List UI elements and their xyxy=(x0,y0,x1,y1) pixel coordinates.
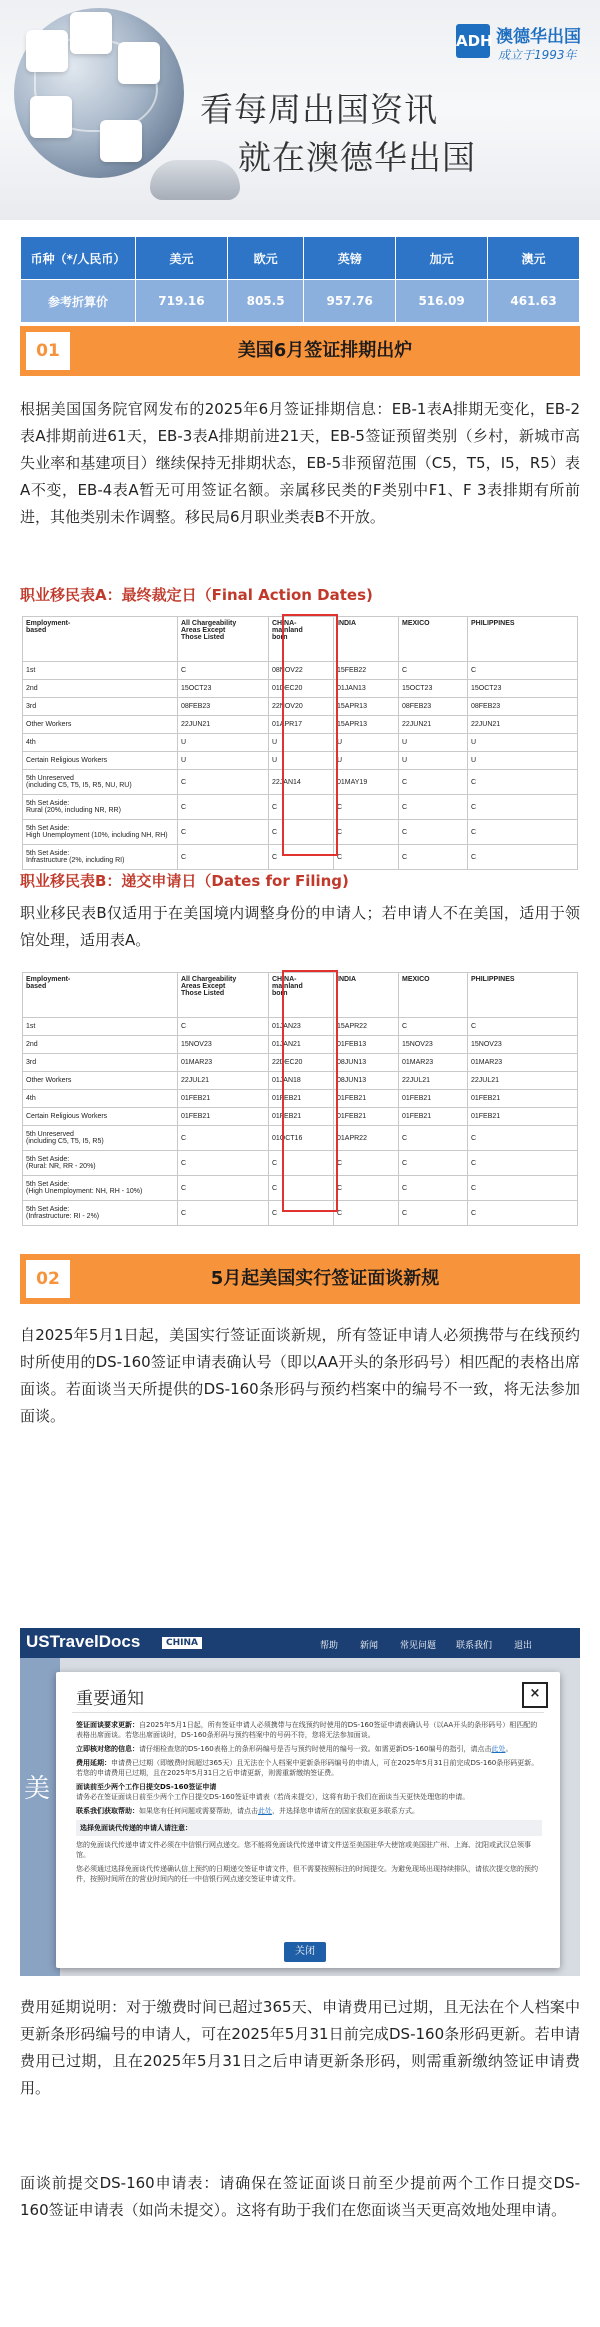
table-cell: 5th Set Aside: Infrastructure (2%, including RI) xyxy=(23,845,178,870)
slogan-line-1: 看每周出国资讯 xyxy=(200,90,438,129)
rate-header-cell: 英镑 xyxy=(304,237,396,280)
section-1-header xyxy=(20,326,580,376)
table-cell: 01DEC20 xyxy=(269,680,334,698)
table-cell: C xyxy=(468,1176,578,1201)
brand-logo-icon: ADH xyxy=(456,24,490,58)
table-cell: 22JUL21 xyxy=(468,1072,578,1090)
table-cell: 4th xyxy=(23,1090,178,1108)
site-logo: USTravelDocs xyxy=(26,1632,141,1651)
site-header-bar xyxy=(20,1628,580,1658)
table-cell: Certain Religious Workers xyxy=(23,1108,178,1126)
notice-paragraph xyxy=(76,1758,542,1778)
table-cell: 5th Set Aside: (Rural: NR, RR - 20%) xyxy=(23,1151,178,1176)
table-cell: U xyxy=(334,734,399,752)
table-cell: C xyxy=(399,820,468,845)
table-header-cell: Employment- based xyxy=(23,973,178,1018)
notice-text: 请仔细检查您的DS-160表格上的条形码编号是否与预约时使用的编号一致。如需更新DS-160编号的指引，请点击 xyxy=(139,1745,492,1753)
notice-text: 申请费已过期（即缴费时间超过365天）且无法在个人档案中更新条形码编号的申请人，可在2025年5月31日前完成DS-160条形码更新。若您的申请费用已过期，且在2025年5月31日之后申请更新，则需重新缴纳签证费。 xyxy=(76,1759,539,1777)
table-cell: C xyxy=(178,1201,269,1226)
notice-paragraph xyxy=(76,1782,542,1802)
notice-paragraph xyxy=(76,1864,542,1884)
table-cell: 15APR22 xyxy=(334,1018,399,1036)
table-cell: C xyxy=(399,1126,468,1151)
notice-text: 。 xyxy=(505,1745,513,1753)
table-header-cell: CHINA- mainland born xyxy=(269,617,334,662)
table-cell: 01FEB21 xyxy=(334,1090,399,1108)
table-cell: U xyxy=(269,734,334,752)
table-cell: 01FEB21 xyxy=(468,1090,578,1108)
table-cell: 15OCT23 xyxy=(178,680,269,698)
table-header-cell: PHILIPPINES xyxy=(468,617,578,662)
section-2-intro: 自2025年5月1日起，美国实行签证面谈新规，所有签证申请人必须携带与在线预约时所使用的DS-160签证申请表确认号（即以AA开头的条形码号）相匹配的表格出席面谈。若面谈当天所提供的DS-160条形码与预约档案中的编号不一致，将无法参加面谈。 xyxy=(20,1326,580,1425)
slogan-line-2: 就在澳德华出国 xyxy=(238,138,476,177)
table-cell: 22JUN21 xyxy=(468,716,578,734)
table-cell: C xyxy=(178,1018,269,1036)
china-column-highlight xyxy=(282,970,338,1212)
table-cell: C xyxy=(269,820,334,845)
table-cell: 15APR13 xyxy=(334,716,399,734)
site-nav-link[interactable]: 新闻 xyxy=(360,1641,379,1651)
page-background xyxy=(20,1658,60,1976)
close-button[interactable]: 关闭 xyxy=(284,1942,326,1962)
table-b-intro: 职业移民表B仅适用于在美国境内调整身份的申请人；若申请人不在美国，适用于领馆处理，适用表A。 xyxy=(20,904,580,949)
table-cell: 08JUN13 xyxy=(334,1054,399,1072)
notice-text: 您的免面谈代传递申请文件必须在中信银行网点递交。您不能将免面谈代传递申请文件送至美国驻华大使馆或美国驻广州、上海、沈阳或武汉总领事馆。 xyxy=(76,1841,531,1859)
table-header-cell: MEXICO xyxy=(399,973,468,1018)
section-2-title: 5月起美国实行签证面谈新规 xyxy=(210,1268,440,1289)
table-cell: 01MAR23 xyxy=(178,1054,269,1072)
table-cell: C xyxy=(269,1151,334,1176)
table-cell: 22JUL21 xyxy=(399,1072,468,1090)
notice-link[interactable]: 此处 xyxy=(491,1745,506,1753)
site-nav-link[interactable]: 常见问题 xyxy=(400,1641,437,1651)
rate-header-cell: 澳元 xyxy=(488,237,580,280)
table-cell: 08FEB23 xyxy=(468,698,578,716)
table-cell: C xyxy=(178,845,269,870)
table-cell: 22JUN21 xyxy=(399,716,468,734)
notice-label: 立即核对您的信息： xyxy=(76,1745,139,1753)
table-cell: C xyxy=(334,820,399,845)
puzzle-piece-icon xyxy=(118,42,160,84)
header-banner xyxy=(0,0,600,220)
rate-value-cell: 参考折算价 xyxy=(21,280,136,323)
exchange-rate-table xyxy=(20,236,580,323)
table-b-title: 职业移民表B：递交申请日（Dates for Filing) xyxy=(20,872,349,890)
table-cell: C xyxy=(399,1018,468,1036)
table-cell: 01JAN23 xyxy=(269,1018,334,1036)
table-cell: Certain Religious Workers xyxy=(23,752,178,770)
table-cell: 01OCT16 xyxy=(269,1126,334,1151)
table-cell: 15APR13 xyxy=(334,698,399,716)
table-cell: 2nd xyxy=(23,680,178,698)
table-cell: 15OCT23 xyxy=(468,680,578,698)
computer-mouse-icon xyxy=(150,160,240,200)
section-2-number: 02 xyxy=(26,1260,70,1298)
table-cell: C xyxy=(178,795,269,820)
table-cell: C xyxy=(178,770,269,795)
site-nav-link[interactable]: 退出 xyxy=(514,1641,533,1651)
table-cell: 01FEB21 xyxy=(178,1108,269,1126)
table-cell: C xyxy=(468,662,578,680)
table-cell: C xyxy=(334,1201,399,1226)
table-cell: 3rd xyxy=(23,698,178,716)
table-cell: 5th Set Aside: High Unemployment (10%, including NH, RH) xyxy=(23,820,178,845)
table-cell: 08FEB23 xyxy=(178,698,269,716)
table-cell: C xyxy=(399,795,468,820)
table-cell: C xyxy=(468,820,578,845)
table-cell: U xyxy=(178,734,269,752)
table-cell: 01FEB21 xyxy=(399,1090,468,1108)
table-cell: 01MAY19 xyxy=(334,770,399,795)
table-cell: 08FEB23 xyxy=(399,698,468,716)
table-cell: 15FEB22 xyxy=(334,662,399,680)
table-a-title: 职业移民表A：最终裁定日（Final Action Dates) xyxy=(20,586,373,604)
puzzle-piece-icon xyxy=(100,120,142,162)
table-cell: C xyxy=(178,1126,269,1151)
table-cell: 22JUN21 xyxy=(178,716,269,734)
notice-link[interactable]: 此处 xyxy=(258,1807,272,1815)
table-cell: C xyxy=(269,1201,334,1226)
table-cell: 4th xyxy=(23,734,178,752)
modal-title: 重要通知 xyxy=(76,1689,144,1709)
rate-value-cell: 516.09 xyxy=(396,280,488,323)
table-cell: 15NOV23 xyxy=(468,1036,578,1054)
notice-paragraph xyxy=(76,1806,542,1816)
table-cell: 5th Unreserved (including C5, T5, I5, R5) xyxy=(23,1126,178,1151)
table-header-cell: Employment- based xyxy=(23,617,178,662)
rate-value-cell: 461.63 xyxy=(488,280,580,323)
table-cell: C xyxy=(468,845,578,870)
site-nav-link[interactable]: 联系我们 xyxy=(456,1641,493,1651)
china-column-highlight xyxy=(282,614,338,856)
notice-text: 自2025年5月1日起，所有签证申请人必须携带与在线预约时使用的DS-160签证申请表确认号（以AA开头的条形码号）相匹配的表格出席面谈。若您出席面谈时，DS-160条形码与预约档案中的号码不符，您将无法参加面谈。 xyxy=(76,1721,538,1739)
table-cell: Other Workers xyxy=(23,1072,178,1090)
notice-label: 签证面谈要求更新： xyxy=(76,1721,139,1729)
table-cell: U xyxy=(399,752,468,770)
notice-label: 面谈前至少两个工作日提交DS-160签证申请 xyxy=(76,1783,217,1791)
table-cell: 08JUN13 xyxy=(334,1072,399,1090)
table-cell: U xyxy=(269,752,334,770)
table-cell: C xyxy=(269,1176,334,1201)
table-cell: 01FEB21 xyxy=(468,1108,578,1126)
rate-header-cell: 美元 xyxy=(136,237,228,280)
background-text: 美 xyxy=(24,1774,51,1804)
brand-name: 澳德华出国 xyxy=(496,27,581,47)
table-cell: 01FEB21 xyxy=(399,1108,468,1126)
table-cell: C xyxy=(178,1151,269,1176)
section-1-title: 美国6月签证排期出炉 xyxy=(237,340,413,361)
table-cell: 22JUL21 xyxy=(178,1072,269,1090)
table-cell: 01FEB21 xyxy=(269,1108,334,1126)
modal-body xyxy=(76,1720,542,1888)
table-cell: C xyxy=(399,1201,468,1226)
table-cell: 3rd xyxy=(23,1054,178,1072)
notice-label: 联系我们获取帮助： xyxy=(76,1807,139,1815)
notice-paragraph xyxy=(76,1720,542,1740)
table-header-cell: INDIA xyxy=(334,973,399,1018)
table-cell: C xyxy=(334,845,399,870)
brand-tagline: 成立于1993年 xyxy=(498,48,577,62)
table-cell: 01MAR23 xyxy=(468,1054,578,1072)
table-header-cell: All Chargeability Areas Except Those Listed xyxy=(178,973,269,1018)
fee-extension-paragraph: 费用延期说明：对于缴费时间已超过365天、申请费用已过期，且无法在个人档案中更新条形码编号的申请人，可在2025年5月31日前完成DS-160条形码更新。若申请费用已过期，且在2025年5月31日之后申请更新条形码，则需重新缴纳签证申请费用。 xyxy=(20,1998,580,2097)
table-header-cell: INDIA xyxy=(334,617,399,662)
table-cell: 1st xyxy=(23,662,178,680)
table-cell: 01FEB13 xyxy=(334,1036,399,1054)
table-cell: C xyxy=(178,1176,269,1201)
table-header-cell: PHILIPPINES xyxy=(468,973,578,1018)
table-cell: 5th Unreserved (including C5, T5, I5, R5, NU, RU) xyxy=(23,770,178,795)
table-cell: C xyxy=(334,1151,399,1176)
table-cell: 15OCT23 xyxy=(399,680,468,698)
table-cell: 5th Set Aside: (Infrastructure: RI - 2%) xyxy=(23,1201,178,1226)
table-cell: C xyxy=(399,845,468,870)
notice-paragraph xyxy=(76,1840,542,1860)
rate-header-cell: 币种（*/人民币） xyxy=(21,237,136,280)
rate-value-cell: 957.76 xyxy=(304,280,396,323)
notice-paragraph xyxy=(76,1744,542,1754)
table-cell: 01APR22 xyxy=(334,1126,399,1151)
table-cell: 22JAN14 xyxy=(269,770,334,795)
table-cell: C xyxy=(269,795,334,820)
modal-divider xyxy=(72,1712,544,1713)
table-cell: 01JAN18 xyxy=(269,1072,334,1090)
table-cell: Other Workers xyxy=(23,716,178,734)
site-region-badge: CHINA xyxy=(162,1637,202,1649)
table-cell: 01JAN13 xyxy=(334,680,399,698)
table-cell: C xyxy=(269,845,334,870)
table-cell: C xyxy=(178,820,269,845)
table-cell: 01FEB21 xyxy=(178,1090,269,1108)
table-cell: 01MAR23 xyxy=(399,1054,468,1072)
section-2-header xyxy=(20,1254,580,1304)
site-nav-link[interactable]: 帮助 xyxy=(320,1641,339,1651)
table-cell: C xyxy=(468,770,578,795)
close-icon[interactable]: × xyxy=(522,1682,548,1708)
notice-text: 请务必在签证面谈日前至少两个工作日提交DS-160签证申请表（若尚未提交），这将有助于我们在面谈当天更快处理您的申请。 xyxy=(76,1793,470,1801)
table-cell: U xyxy=(468,752,578,770)
table-cell: 01JAN21 xyxy=(269,1036,334,1054)
table-cell: C xyxy=(399,770,468,795)
ustraveldocs-screenshot xyxy=(20,1628,580,1976)
table-cell: 15NOV23 xyxy=(178,1036,269,1054)
table-cell: C xyxy=(178,662,269,680)
puzzle-piece-icon xyxy=(30,96,72,138)
table-cell: 1st xyxy=(23,1018,178,1036)
table-cell: 5th Set Aside: (High Unemployment: NH, RH - 10%) xyxy=(23,1176,178,1201)
table-cell: C xyxy=(399,1176,468,1201)
section-1-number: 01 xyxy=(26,332,70,370)
table-cell: 22DEC20 xyxy=(269,1054,334,1072)
table-cell: C xyxy=(468,795,578,820)
table-cell: 01APR17 xyxy=(269,716,334,734)
table-header-cell: CHINA- mainland born xyxy=(269,973,334,1018)
table-cell: 15NOV23 xyxy=(399,1036,468,1054)
table-header-cell: MEXICO xyxy=(399,617,468,662)
rate-value-cell: 805.5 xyxy=(227,280,303,323)
rate-value-cell: 719.16 xyxy=(136,280,228,323)
rate-value-row xyxy=(21,280,580,323)
table-cell: 01FEB21 xyxy=(269,1090,334,1108)
table-cell: C xyxy=(399,1151,468,1176)
rate-header-cell: 欧元 xyxy=(227,237,303,280)
rate-header-cell: 加元 xyxy=(396,237,488,280)
notice-label: 选择免面谈代传递的申请人请注意： xyxy=(80,1824,192,1832)
notice-label: 费用延期： xyxy=(76,1759,111,1767)
table-cell: 2nd xyxy=(23,1036,178,1054)
rate-header-row xyxy=(21,237,580,280)
table-cell: C xyxy=(334,795,399,820)
table-cell: U xyxy=(468,734,578,752)
table-cell: C xyxy=(399,662,468,680)
table-cell: U xyxy=(334,752,399,770)
table-cell: C xyxy=(468,1201,578,1226)
puzzle-piece-icon xyxy=(26,30,68,72)
table-cell: 08NOV22 xyxy=(269,662,334,680)
table-cell: C xyxy=(468,1151,578,1176)
table-header-cell: All Chargeability Areas Except Those Listed xyxy=(178,617,269,662)
notice-text: 如果您有任何问题或需要帮助，请点击 xyxy=(139,1807,258,1815)
ds160-submission-paragraph: 面谈前提交DS-160申请表：请确保在签证面谈日前至少提前两个工作日提交DS-160签证申请表（如尚未提交）。这将有助于我们在您面谈当天更高效地处理申请。 xyxy=(20,2174,580,2219)
table-cell: 01FEB21 xyxy=(334,1108,399,1126)
notice-highlight-box xyxy=(76,1820,542,1836)
table-cell: 5th Set Aside: Rural (20%, including NR, RR) xyxy=(23,795,178,820)
section-1-intro: 根据美国国务院官网发布的2025年6月签证排期信息：EB-1表A排期无变化，EB-2表A排期前进61天，EB-3表A排期前进21天，EB-5签证预留类别（乡村，新城市高失业率和基建项目）继续保持无排期状态，EB-5非预留范围（C5，T5，I5，R5）表A不变，EB-4表A暂无可用签证名额。亲属移民类的F类别中F1、F 3表排期有所前进，其他类别未作调整。移民局6月职业类表B不开放。 xyxy=(20,400,580,526)
notice-text: ，并选择您申请所在的国家获取更多联系方式。 xyxy=(272,1807,419,1815)
table-cell: C xyxy=(468,1018,578,1036)
puzzle-piece-icon xyxy=(70,12,112,54)
table-cell: C xyxy=(334,1176,399,1201)
notice-text: 您必须通过选择免面谈代传递确认信上预约的日期递交签证申请文件，但不需要按照标注的时间提交。为避免现场出现持续排队，请依次提交您的预约件，按照时间所在的营业时间内的任一中信银行网点递交签证申请文件。 xyxy=(76,1865,538,1883)
table-cell: U xyxy=(178,752,269,770)
table-cell: 22NOV20 xyxy=(269,698,334,716)
important-notice-modal xyxy=(56,1672,560,1968)
table-cell: U xyxy=(399,734,468,752)
table-cell: C xyxy=(468,1126,578,1151)
